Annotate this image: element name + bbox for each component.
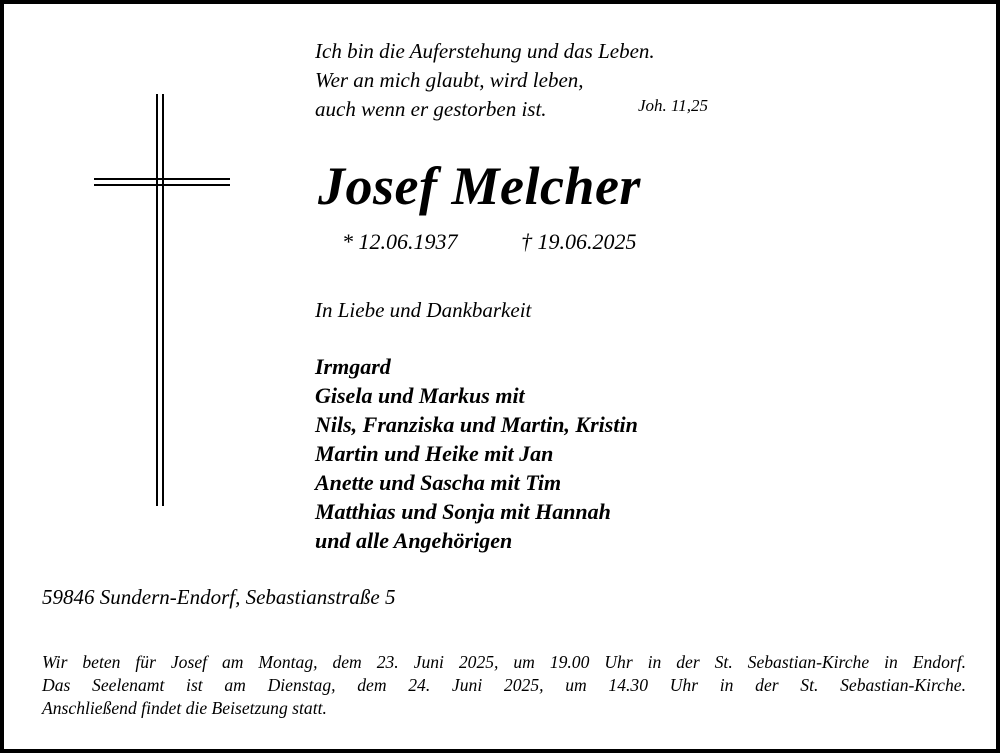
mourner-line: Matthias und Sonja mit Hannah xyxy=(315,499,611,524)
birth-date: * 12.06.1937 xyxy=(342,229,458,254)
death-date: † 19.06.2025 xyxy=(521,229,637,254)
service-line: Das Seelenamt ist am Dienstag, dem 24. Juni 2025, um 14.30 Uhr in der St. Sebastian-Kirche. xyxy=(42,675,966,695)
deceased-name: Josef Melcher xyxy=(318,156,641,216)
verse-line: Ich bin die Auferstehung und das Leben. xyxy=(315,39,655,63)
mourner-line: Anette und Sascha mit Tim xyxy=(315,470,562,495)
verse-line: auch wenn er gestorben ist. xyxy=(315,97,547,121)
mourner-line: Irmgard xyxy=(315,354,391,379)
mourners-list xyxy=(315,352,638,555)
bible-verse xyxy=(315,37,655,124)
mourner-line: Nils, Franziska und Martin, Kristin xyxy=(315,412,638,437)
service-line: Anschließend findet die Beisetzung statt. xyxy=(42,698,327,718)
service-line: Wir beten für Josef am Montag, dem 23. Juni 2025, um 19.00 Uhr in der St. Sebastian-Kirche in Endorf. xyxy=(42,652,966,672)
cross-icon xyxy=(92,94,232,506)
mourner-line: und alle Angehörigen xyxy=(315,528,513,553)
mourner-line: Gisela und Markus mit xyxy=(315,383,525,408)
verse-reference: Joh. 11,25 xyxy=(638,96,709,115)
dedication-text: In Liebe und Dankbarkeit xyxy=(315,298,532,322)
service-info xyxy=(42,651,966,720)
mourner-line: Martin und Heike mit Jan xyxy=(315,441,554,466)
family-address: 59846 Sundern-Endorf, Sebastianstraße 5 xyxy=(42,585,396,609)
verse-line: Wer an mich glaubt, wird leben, xyxy=(315,68,584,92)
